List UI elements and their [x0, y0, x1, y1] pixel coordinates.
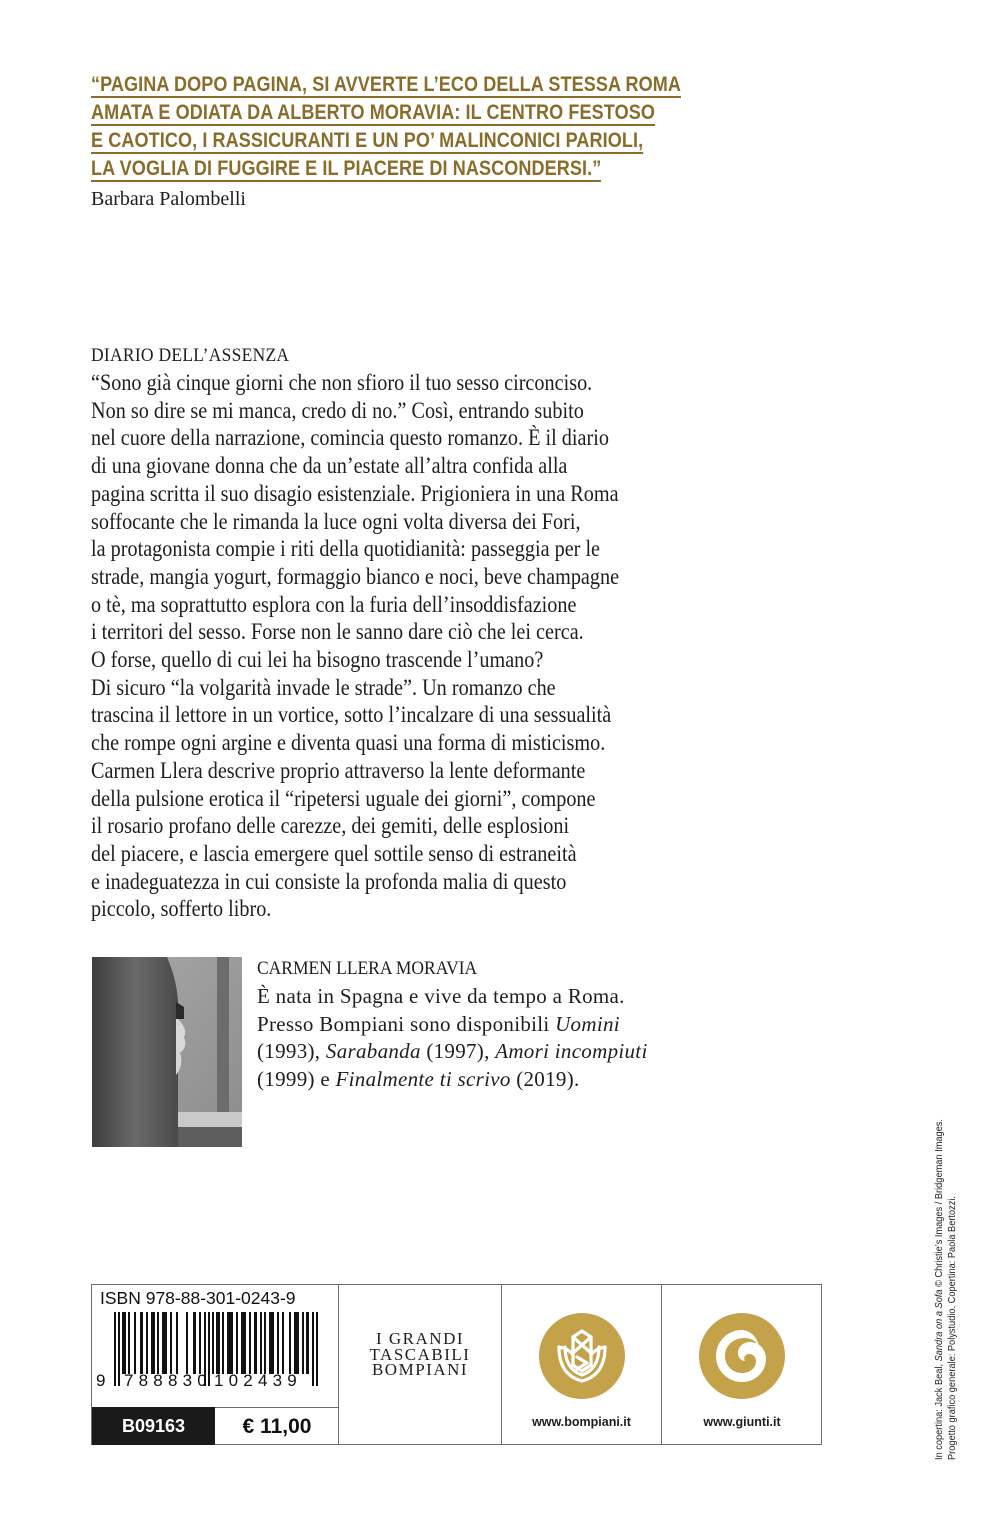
book-title-heading: DIARIO DELL’ASSENZA — [91, 345, 290, 366]
author-bio — [257, 955, 737, 1093]
synopsis-line: strade, mangia yogurt, formaggio bianco e noci, beve champagne — [91, 563, 620, 590]
svg-text:102439: 102439 — [214, 1371, 302, 1386]
synopsis — [91, 342, 851, 924]
author-name: CARMEN LLERA MORAVIA — [257, 958, 478, 979]
synopsis-line: la protagonista compie i riti della quotidianità: passeggia per le — [91, 536, 601, 563]
bio-line: Presso Bompiani sono disponibili Uomini — [257, 1011, 620, 1036]
synopsis-line: il rosario profano delle carezze, dei gemiti, delle esplosioni — [91, 813, 570, 840]
synopsis-line: o tè, ma soprattutto esplora con la furia dell’insoddisfazione — [91, 591, 577, 618]
series-cell — [339, 1285, 502, 1444]
barcode-icon — [96, 1312, 334, 1386]
synopsis-line: Non so dire se mi manca, credo di no.” Così, entrando subito — [91, 397, 584, 424]
book-title: Finalmente ti scrivo — [335, 1066, 511, 1091]
synopsis-line: O forse, quello di cui lei ha bisogno trascende l’umano? — [91, 647, 544, 674]
synopsis-line: Di sicuro “la volgarità invade le strade”. Un romanzo che — [91, 674, 556, 701]
bio-line: È nata in Spagna e vive da tempo a Roma. — [257, 984, 625, 1008]
series-name — [339, 1331, 501, 1378]
quote-line: LA VOGLIA DI FUGGIRE E IL PIACERE DI NASCONDERSI.” — [91, 157, 602, 180]
synopsis-line: del piacere, e lascia emergere quel sottile senso di estraneità — [91, 840, 577, 867]
quote-line: E CAOTICO, I RASSICURANTI E UN PO’ MALINCONICI PARIOLI, — [91, 129, 644, 152]
quote-line: AMATA E ODIATA DA ALBERTO MORAVIA: IL CENTRO FESTOSO — [91, 101, 655, 124]
product-code: B09163 — [92, 1407, 215, 1445]
synopsis-line: piccolo, sofferto libro. — [91, 896, 272, 923]
synopsis-line: trascina il lettore in un vortice, sotto l’incalzare di una sessualità — [91, 702, 612, 729]
svg-text:788830: 788830 — [124, 1371, 212, 1386]
bompiani-link[interactable]: www.bompiani.it — [532, 1415, 631, 1429]
synopsis-line: “Sono già cinque giorni che non sfioro il tuo sesso circonciso. — [91, 370, 593, 396]
synopsis-line: nel cuore della narrazione, comincia questo romanzo. È il diario — [91, 425, 609, 452]
bio-line: (1993), Sarabanda (1997), Amori incompiuti — [257, 1039, 648, 1063]
book-title: Uomini — [555, 1011, 620, 1036]
book-title: Sarabanda — [325, 1039, 421, 1063]
bompiani-tulip-icon — [539, 1313, 625, 1399]
quote-line: “PAGINA DOPO PAGINA, SI AVVERTE L’ECO DELLA STESSA ROMA — [91, 73, 682, 96]
bompiani-cell — [502, 1285, 662, 1444]
barcode-publisher-box — [91, 1284, 822, 1445]
credit-line: In copertina: Jack Beal, Sandra on a Sofa © Christie’s Images / Bridgeman Images. — [933, 1119, 945, 1460]
giunti-spiral-icon — [699, 1313, 785, 1399]
giunti-cell — [662, 1285, 822, 1444]
giunti-link[interactable]: www.giunti.it — [703, 1415, 781, 1429]
synopsis-line: che rompe ogni argine e diventa quasi una forma di misticismo. — [91, 730, 606, 757]
synopsis-line: i territori del sesso. Forse non le sanno dare ciò che lei cerca. — [91, 619, 584, 646]
bio-line: (1999) e Finalmente ti scrivo (2019). — [257, 1066, 580, 1091]
synopsis-line: Carmen Llera descrive proprio attraverso la lente deformante — [91, 757, 586, 784]
credit-line: Progetto grafico generale: Polystudio. Copertina: Paola Bertozzi. — [946, 1195, 958, 1460]
synopsis-line: della pulsione erotica il “ripetersi uguale dei giorni”, compone — [91, 785, 596, 812]
synopsis-line: di una giovane donna che da un’estate all’altra confida alla — [91, 453, 568, 480]
synopsis-line: e inadeguatezza in cui consiste la profonda malia di questo — [91, 868, 567, 895]
back-cover-quote — [91, 71, 791, 213]
book-title: Amori incompiuti — [495, 1039, 648, 1063]
isbn-cell — [92, 1285, 339, 1444]
author-photo — [92, 957, 242, 1147]
synopsis-line: pagina scritta il suo disagio esistenziale. Prigioniera in una Roma — [91, 480, 619, 507]
svg-text:9: 9 — [96, 1371, 106, 1386]
price: € 11,00 — [215, 1407, 339, 1445]
isbn-text: ISBN 978-88-301-0243-9 — [100, 1288, 296, 1308]
synopsis-line: soffocante che le rimanda la luce ogni volta diversa dei Fori, — [91, 508, 581, 535]
cover-credits — [933, 1040, 959, 1460]
series-line: BOMPIANI — [371, 1360, 469, 1379]
series-line: I GRANDI — [375, 1329, 465, 1348]
series-line: TASCABILI — [369, 1344, 471, 1364]
quote-author: Barbara Palombelli — [91, 188, 246, 210]
